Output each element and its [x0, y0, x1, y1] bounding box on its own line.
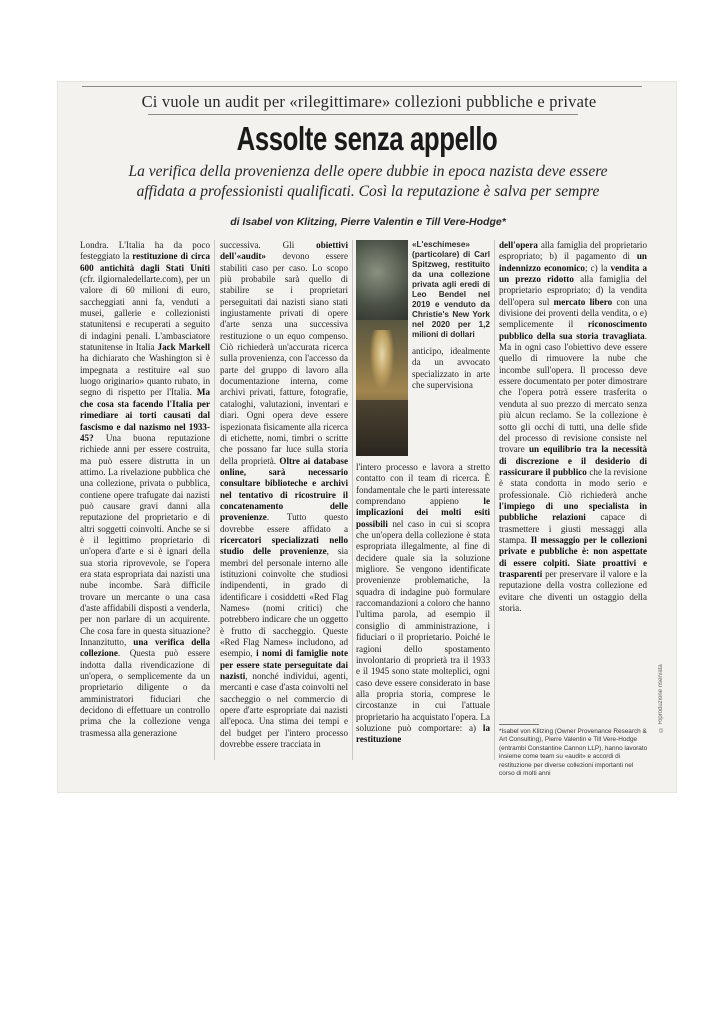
column-divider: [494, 240, 495, 760]
text-segment: alla famiglia del proprietario espropriato; d) la vendita dell'opera sul: [499, 274, 647, 307]
bold-text-segment: dell'opera: [499, 240, 538, 250]
text-segment: successiva. Gli: [220, 240, 317, 250]
article-kicker: Ci vuole un audit per «rilegittimare» collezioni pubbliche e private: [141, 92, 597, 111]
text-segment: che la revisione è stata condotta in modo serio e professionale. Ciò richiederà anche: [499, 466, 647, 500]
bold-text-segment: l'impiego di uno specialista in pubbliche relazioni: [499, 500, 647, 523]
text-segment: . Ma in ogni caso l'obiettivo deve essere quello di rimuovere la nube che incombe sull'opera. Il processo deve essere documentato per poter dimostrare che l'opera potrà essere trasferita o venduta al suo prezzo di mercato senza più alcun reclamo. Se la collezione è sotto gli occhi di tutti, una delle sfide del processo di revisione consiste nel trovare: [499, 330, 647, 455]
bold-text-segment: riconoscimento pubblico della sua storia travagliata: [499, 319, 647, 341]
article-photo: [356, 240, 408, 456]
photo-caption: «L'eschimese» (particolare) di Carl Spitzweg, restituito da una collezione privata agli eredi di Leo Bendel nel 2019 e venduto da Christie's New York nel 2020 per 1,2 milioni di dollari: [412, 240, 490, 339]
bold-text-segment: i nomi di famiglie note per essere state perseguitate dai nazisti: [220, 648, 348, 682]
text-column-4: [499, 240, 647, 614]
top-rule: [82, 86, 642, 87]
bold-text-segment: un equilibrio tra la necessità di discrezione e il desiderio di rassicurare il pubblico: [499, 444, 647, 477]
footnote-rule: [499, 724, 539, 725]
text-segment: con una divisione dei proventi della vendita, o e) semplicemente il: [499, 296, 647, 330]
text-segment: Una buona reputazione richiede anni per essere costruita, ma può essere distrutta in un attimo. La rivelazione pubblica che una collezione, privata o pubblica, contiene opere trafugate dai nazisti può causare gravi danni alla reputazione del proprietario e di altri soggetti coinvolti. Anche se si è il legittimo proprietario di un'opera d'arte e si è ignari della sua storia riprovevole, se l'opera era stata espropriata dai nazisti una nube incombe. Sarà difficile trovare un mercante o una casa d'aste affidabili disposti a venderla, per non parlare di un acquirente. Che cosa fare in questa situazione? Innanzitutto,: [80, 432, 210, 648]
bold-text-segment: una verifica della collezione: [80, 637, 210, 659]
bold-text-segment: Ma che cosa sta facendo l'Italia per rimediare ai torti causati dal fascismo e dal nazismo nel 1933-45?: [80, 387, 210, 443]
text-column-1: [80, 240, 210, 739]
bold-text-segment: mercato libero: [553, 296, 613, 307]
kicker-rule: [148, 114, 578, 115]
bold-text-segment: restituzione di circa 600 antichità dagli Stati Uniti: [80, 251, 210, 273]
text-segment: ha dichiarato che Washington si è impegnata a restituire «al suo luogo originario» quanto rubato, in segno di rispetto per l'Italia.: [80, 353, 210, 398]
bold-text-segment: Jack Markell: [157, 342, 210, 353]
text-segment: devono essere stabiliti caso per caso. Lo scopo più probabile sarà quello di stabilire se i proprietari perseguitati dai nazisti siano stati ingiustamente privati di opere d'arte senza una successiva restituzione o un equo compenso. Ciò richiederà un'accurata ricerca sulla provenienza, con l'accesso da parte del gruppo di lavoro alla documentazione interna, come archivi privati, fatture, fotografie, cataloghi, valutazioni, inventari e diari. Ogni opera deve essere ispezionata fisicamente alla ricerca di etichette, nomi, timbri o scritte che possano far luce sulla storia della proprietà.: [220, 251, 348, 466]
article-headline: Assolte senza appello: [236, 120, 498, 157]
text-column-3-top: [412, 346, 490, 391]
text-segment: . Questa può essere indotta dalla rivendicazione di un'opera, o semplicemente da un proprietario diligente o da amministratori fiduciari che decidono di effettuare un controllo prima che la collezione venga trasmessa alla generazione: [80, 648, 210, 738]
photo-sky: [356, 240, 408, 320]
text-segment: , sia membri del personale interno alle istituzioni coinvolte che studiosi indipendenti, in grado di identificare i cosiddetti «Red Flag Names» (nomi critici) che potrebbero indicare che un oggetto è frutto di saccheggio. Queste «Red Flag Names» includono, ad esempio,: [220, 546, 349, 659]
text-segment: . Tutto questo dovrebbe essere affidato a: [220, 512, 348, 534]
bold-text-segment: le implicazioni dei molti esiti possibili: [356, 496, 490, 529]
bold-text-segment: Oltre ai database online, sarà necessario consultare biblioteche e archivi nel tentativo di ricostruire il concatenamento delle provenienze: [220, 455, 348, 523]
column-divider: [352, 240, 353, 760]
newspaper-page: [58, 82, 676, 792]
text-segment: ; c) la: [584, 262, 611, 273]
bold-text-segment: la restituzione: [356, 722, 490, 745]
text-segment: l'intero processo e lavora a stretto contatto con il team di ricerca. È fondamentale che le parti interessate comprendano appieno: [356, 462, 490, 507]
text-segment: alla famiglia del proprietario espropriato; b) il pagamento di: [499, 240, 647, 262]
article-byline: di Isabel von Klitzing, Pierre Valentin e Till Vere-Hodge*: [230, 216, 506, 228]
text-segment: nel caso in cui si scopra che un'opera della collezione è stata espropriata illegalmente, al fine di decidere quale sia la soluzione migliore. Se vengono identificate provenienze problematiche, la squadra di indagine può formulare raccomandazioni a coloro che hanno l'ultima parola, ad esempio il consiglio di amministrazione, i fiduciari o il proprietario. Poiché le ragioni dello spostamento involontario di proprietà tra il 1933 e il 1945 sono state molteplici, ogni caso deve essere considerato in base alla propria storia, comprese le circostanze in cui l'attuale proprietario ha acquistato l'opera. La soluzione può comportare: a): [356, 518, 490, 733]
photo-ground: [356, 400, 408, 456]
text-segment: (cfr. ilgiornaledellarte.com), per un valore di 60 milioni di euro, saccheggiati anni fa, venduti a musei, gallerie e collezionisti statunitensi e recuperati a seguito di indagini penali. L'ambasciatore statunitense in Italia: [80, 274, 210, 353]
bold-text-segment: Il messaggio per le collezioni private e pubbliche è: non aspettate di essere colpiti. Siate proattivi e trasparenti: [499, 534, 647, 579]
text-segment: Londra. L'Italia ha da poco festeggiato la: [80, 240, 210, 262]
column-divider: [214, 240, 215, 760]
text-segment: , nonché individui, agenti, mercanti e case d'asta coinvolti nel saccheggio o nel commercio di opere d'arte espropriate dai nazisti all'epoca. Una stima dei tempi e del budget per l'intero processo dovrebbe essere tracciata in: [220, 671, 348, 750]
photo-figure: [370, 330, 394, 390]
text-segment: per preservare il valore e la reputazione della vostra collezione ed evitare che diventi un ostaggio della storia.: [499, 568, 647, 613]
text-segment: anticipo, idealmente da un avvocato specializzato in arte che supervisiona: [412, 346, 490, 391]
text-column-2: [220, 240, 348, 750]
bold-text-segment: ricercatori specializzati nello studio delle provenienze: [220, 534, 348, 557]
photo-caption-column: [412, 240, 490, 391]
bold-text-segment: obiettivi dell'«audit»: [220, 240, 348, 262]
text-segment: capace di trasmettere i giusti messaggi alla stampa.: [499, 512, 647, 545]
copyright-notice: © Riproduzione riservata: [658, 664, 664, 732]
bold-text-segment: un indennizzo economico: [499, 251, 647, 273]
author-footnote: *Isabel von Klitzing (Owner Provenance Research & Art Consulting), Pierre Valentin e Till Vere-Hodge (entrambi Constantine Cannon LLP), hanno lavorato insieme come team su «audit» e accordi di restituzione per diverse collezioni importanti nel corso di molti anni: [499, 728, 648, 778]
text-column-3: [356, 462, 490, 746]
article-subhead: La verifica della provenienza delle opere dubbie in epoca nazista deve essere affidata a professionisti qualificati. Così la reputazione è salva per sempre: [128, 163, 608, 200]
bold-text-segment: vendita a un prezzo ridotto: [499, 262, 648, 285]
